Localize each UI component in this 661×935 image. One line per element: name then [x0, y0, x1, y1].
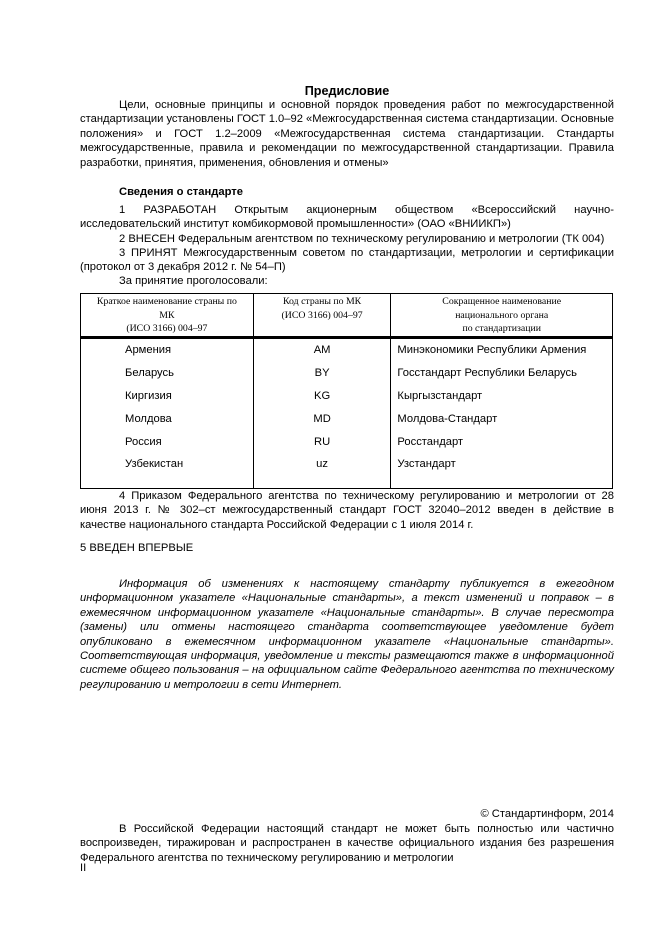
country-code: AM [253, 337, 391, 362]
country-code: BY [253, 362, 391, 385]
copyright-notice: © Стандартинформ, 2014 [480, 808, 614, 820]
table-row [81, 431, 613, 454]
header-country-code: Код страны по МК (ИСО 3166) 004–97 [253, 294, 391, 338]
national-body: Росстандарт [391, 431, 613, 454]
page-number: II [80, 862, 87, 874]
intro-paragraph: Цели, основные принципы и основной порядок проведения работ по межгосударственной стандартизации установлены ГОСТ 1.0–92 «Межгосударственная система стандартизации. Основные положения» и ГОСТ 1.2–2009 «Межгосударственная система стандартизации. Стандарты межгосударственные, правила и рекомендации по межгосударственной стандартизации. Правила разработки, принятия, применения, обновления и отмены» [80, 99, 614, 169]
table-row [81, 408, 613, 431]
header-country-name: Краткое наименование страны по МК (ИСО 3166) 004–97 [81, 294, 254, 338]
country-name: Киргизия [81, 385, 254, 408]
info-paragraph: Информация об изменениях к настоящему стандарту публикуется в ежегодном информационном указателе «Национальные стандарты», а текст изменений и поправок – в ежемесячном информационном указателе «Национальные стандарты». В случае пересмотра (замены) или отмены настоящего стандарта соответствующее уведомление будет опубликовано в ежемесячном информационном указателе «Национальные стандарты». Соответствующая информация, уведомление и тексты размещаются также в информационной системе общего пользования – на официальном сайте Федерального агентства по техническому регулированию и метрологии в сети Интернет. [80, 578, 614, 691]
country-name: Армения [81, 337, 254, 362]
item-adopted: 3 ПРИНЯТ Межгосударственным советом по стандартизации, метрологии и сертификации (протокол от 3 декабря 2012 г. № 54–П) [80, 247, 614, 274]
voting-countries-table [80, 293, 613, 489]
national-body: Минэкономики Республики Армения [391, 337, 613, 362]
national-body: Госстандарт Республики Беларусь [391, 362, 613, 385]
section-heading: Сведения о стандарте [119, 186, 243, 198]
country-code: MD [253, 408, 391, 431]
country-code: KG [253, 385, 391, 408]
table-header-row [81, 294, 613, 338]
country-name: Узбекистан [81, 454, 254, 489]
page-title: Предисловие [304, 84, 390, 98]
table-row [81, 337, 613, 362]
item-developed: 1 РАЗРАБОТАН Открытым акционерным обществом «Всероссийский научно-исследовательский институт комбикормовой промышленности» (ОАО «ВНИИКП») [80, 204, 614, 231]
voted-label: За принятие проголосовали: [119, 275, 268, 287]
country-name: Беларусь [81, 362, 254, 385]
table-row [81, 385, 613, 408]
rights-paragraph: В Российской Федерации настоящий стандарт не может быть полностью или частично воспроизведен, тиражирован и распространен в качестве официального издания без разрешения Федерального агентства по техническому регулированию и метрологии [80, 823, 614, 864]
national-body: Узстандарт [391, 454, 613, 489]
item-introduced: 2 ВНЕСЕН Федеральным агентством по техническому регулированию и метрологии (ТК 004) [119, 233, 605, 245]
national-body: Кыргызстандарт [391, 385, 613, 408]
item-first-introduced: 5 ВВЕДЕН ВПЕРВЫЕ [80, 542, 194, 554]
country-code: RU [253, 431, 391, 454]
country-name: Россия [81, 431, 254, 454]
item-enacted: 4 Приказом Федерального агентства по техническому регулированию и метрологии от 28 июня 2013 г. № 302–ст межгосударственный стандарт ГОСТ 32040–2012 введен в действие в качестве национального стандарта Российской Федерации с 1 июля 2014 г. [80, 490, 614, 531]
table-row [81, 454, 613, 489]
national-body: Молдова-Стандарт [391, 408, 613, 431]
country-code: uz [253, 454, 391, 489]
header-national-body: Сокращенное наименование национального органа по стандартизации [391, 294, 613, 338]
country-name: Молдова [81, 408, 254, 431]
table-row [81, 362, 613, 385]
